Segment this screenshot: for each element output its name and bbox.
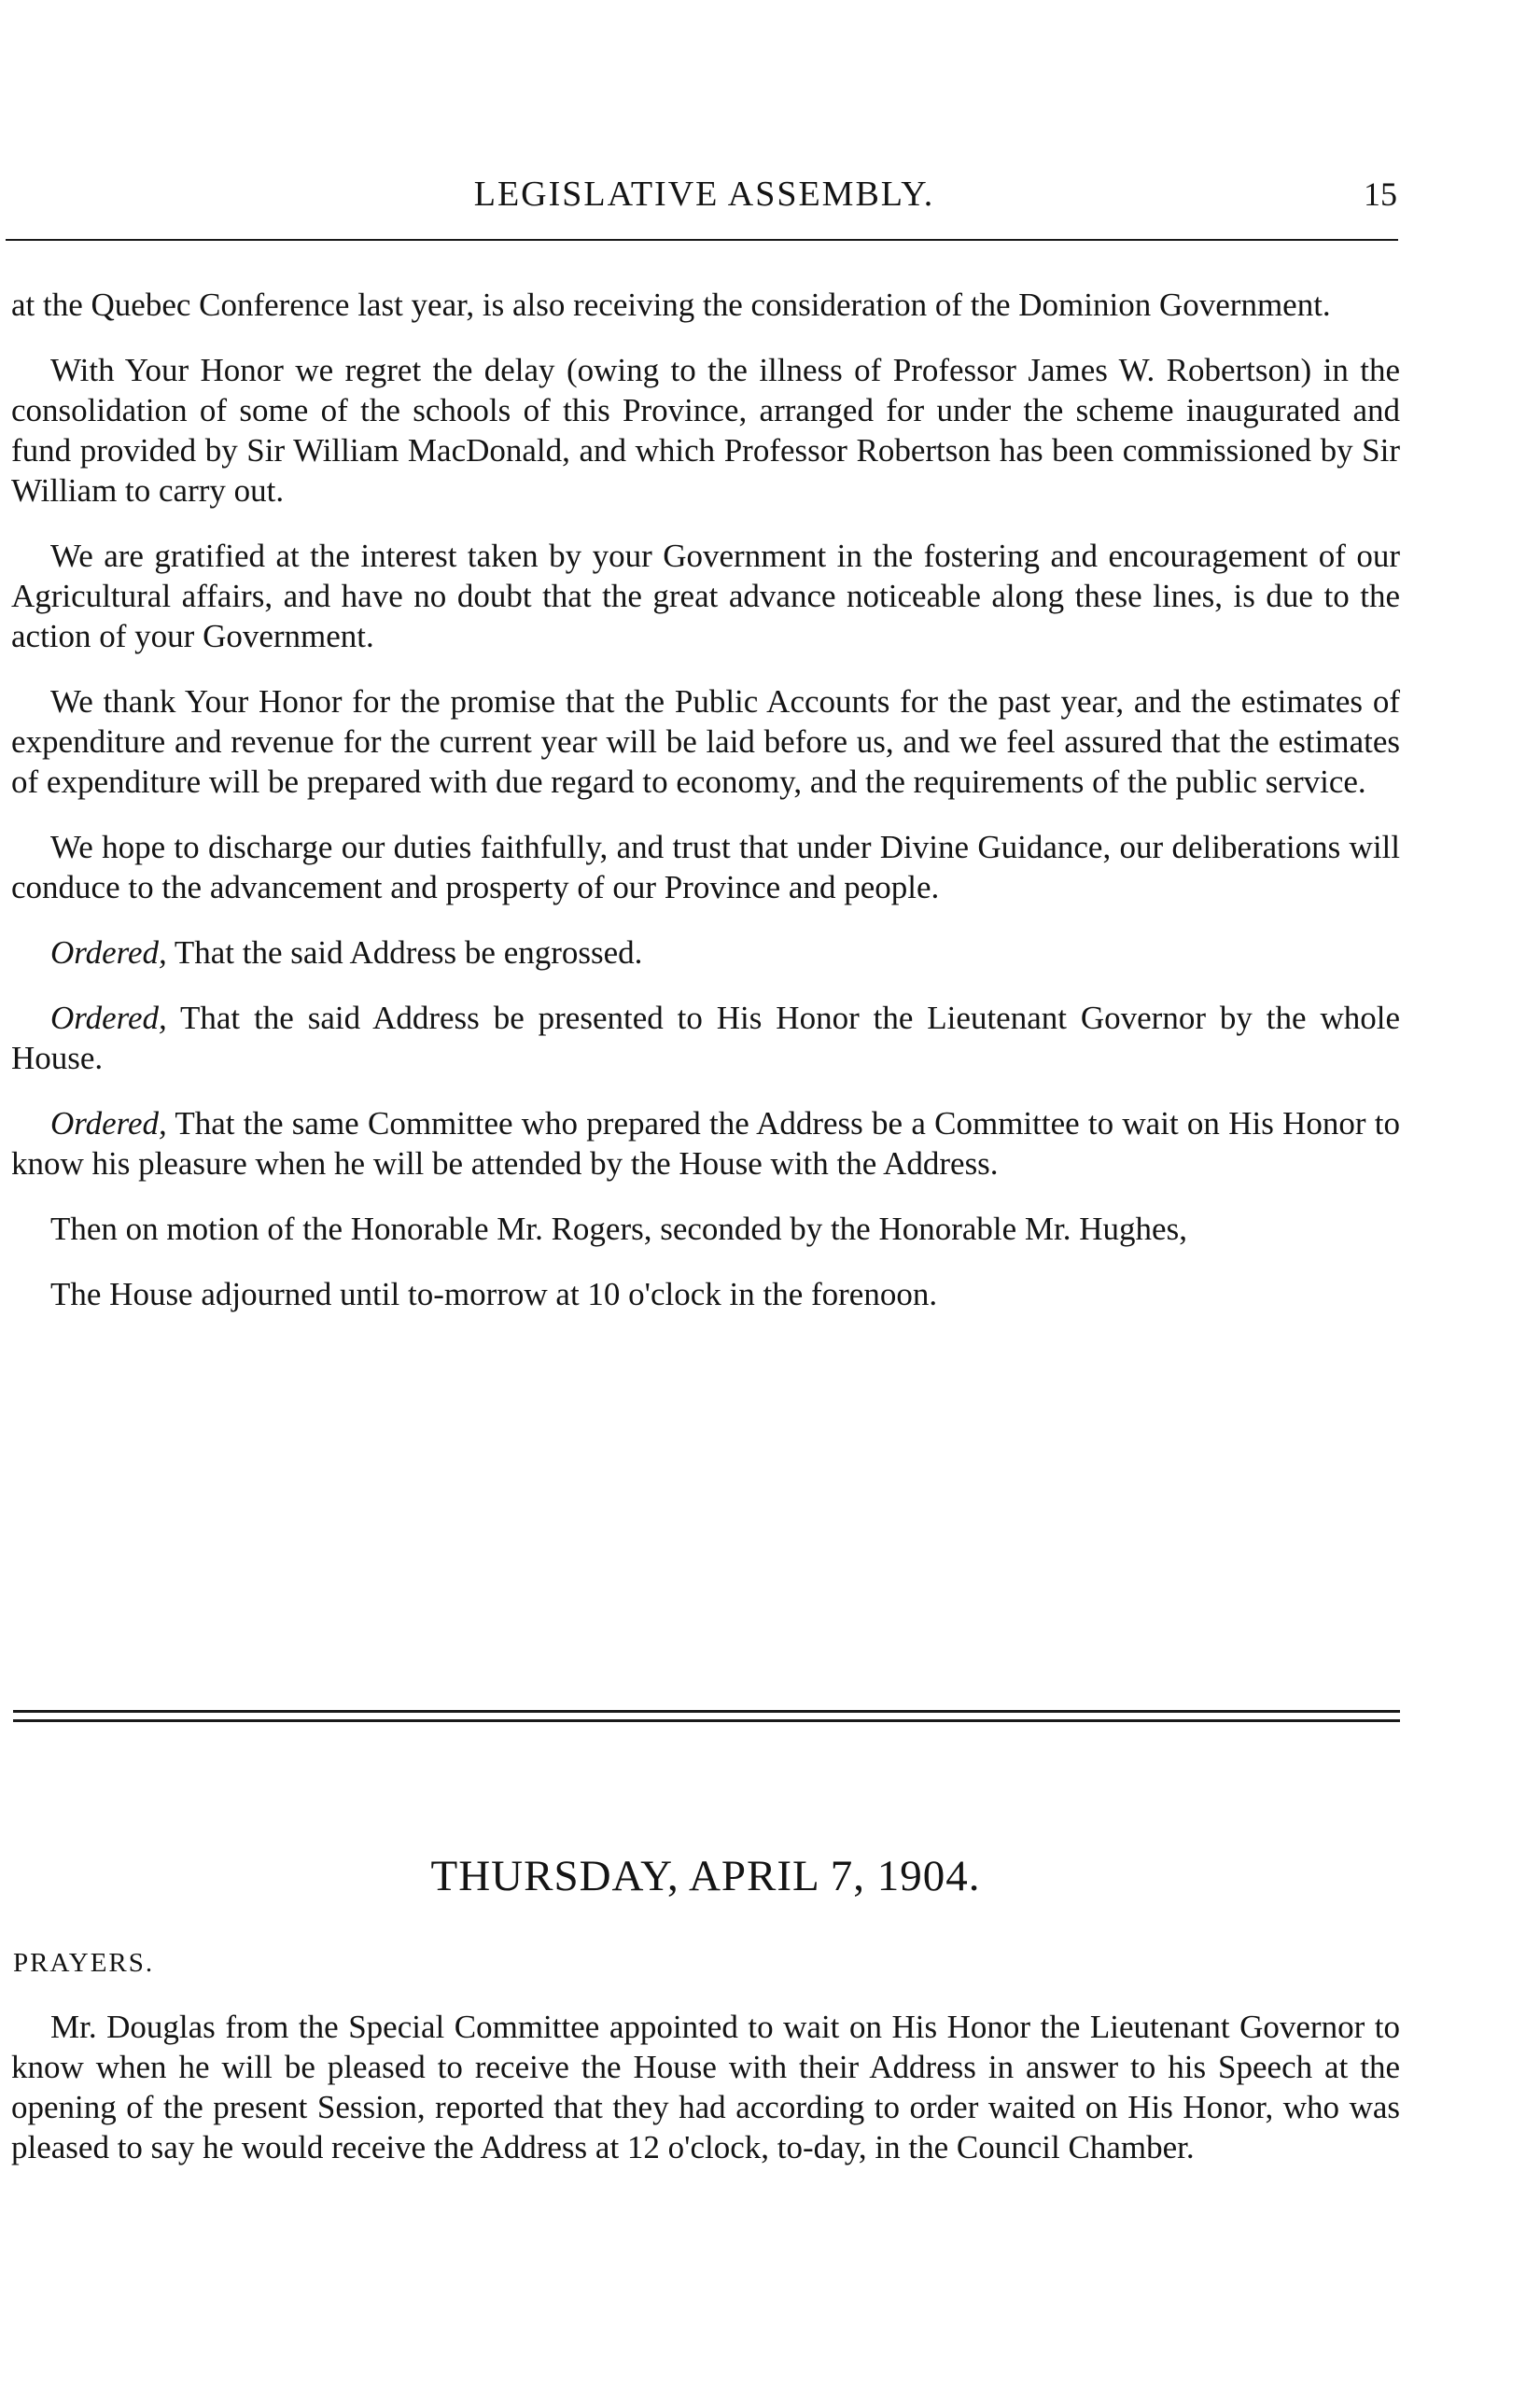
prayers-heading: PRAYERS. bbox=[13, 1948, 155, 1978]
order-text: That the said Address be engrossed. bbox=[166, 934, 643, 971]
order-engrossed bbox=[11, 932, 1400, 973]
running-title: LEGISLATIVE ASSEMBLY. bbox=[473, 175, 935, 214]
paragraph-committee-report: Mr. Douglas from the Special Committee appointed to wait on His Honor the Lieutenant Governor to know when he will be pleased to receive the House with their Address in answer to his Speech at the opening of the present Session, reported that they had according to order waited on His Honor, who was pleased to say he would receive the Address at 12 o'clock, to-day, in the Council Chamber. bbox=[11, 2009, 1400, 2165]
ordered-label: Ordered, bbox=[50, 1105, 167, 1142]
page-number: 15 bbox=[1364, 175, 1397, 213]
ordered-label: Ordered, bbox=[50, 934, 167, 971]
paragraph-duties: We hope to discharge our duties faithfully, and trust that under Divine Guidance, our deliberations will conduce to the advancement and prosperty of our Province and people. bbox=[11, 829, 1400, 905]
paragraph-public-accounts: We thank Your Honor for the promise that the Public Accounts for the past year, and the estimates of expenditure and revenue for the current year will be laid before us, and we feel assured that the estimates of expenditure will be prepared with due regard to economy, and the requirements of the public service. bbox=[11, 683, 1400, 800]
paragraph-continuation: at the Quebec Conference last year, is also receiving the consideration of the Dominion Government. bbox=[11, 287, 1331, 323]
divider-line-bottom bbox=[13, 1719, 1400, 1722]
paragraph-adjournment: The House adjourned until to-morrow at 10 o'clock in the forenoon. bbox=[50, 1276, 938, 1312]
header-rule bbox=[6, 239, 1398, 241]
running-head bbox=[11, 171, 1397, 217]
proceedings-text bbox=[11, 285, 1400, 1339]
committee-report-text bbox=[11, 2007, 1400, 2193]
paragraph-schools: With Your Honor we regret the delay (owing to the illness of Professor James W. Robertson) in the consolidation of some of the schools of this Province, arranged for under the scheme inaugurated and fund provided by Sir William MacDonald, and which Professor Robertson has been commissioned by Sir William to carry out. bbox=[11, 352, 1400, 509]
section-divider bbox=[13, 1710, 1400, 1723]
order-presented bbox=[11, 998, 1400, 1078]
order-committee bbox=[11, 1103, 1400, 1184]
order-text: That the same Committee who prepared the Address be a Committee to wait on His Honor to know his pleasure when he will be attended by the House with the Address. bbox=[11, 1105, 1400, 1182]
order-text: That the said Address be presented to His Honor the Lieutenant Governor by the whole House. bbox=[11, 1000, 1400, 1076]
ordered-label: Ordered, bbox=[50, 1000, 167, 1036]
divider-line-top bbox=[13, 1710, 1400, 1713]
paragraph-agriculture: We are gratified at the interest taken by your Government in the fostering and encouragement of our Agricultural affairs, and have no doubt that the great advance noticeable along these lines, is due to the action of your Government. bbox=[11, 538, 1400, 654]
day-heading: THURSDAY, APRIL 7, 1904. bbox=[430, 1852, 981, 1900]
paragraph-motion: Then on motion of the Honorable Mr. Rogers, seconded by the Honorable Mr. Hughes, bbox=[50, 1211, 1187, 1247]
